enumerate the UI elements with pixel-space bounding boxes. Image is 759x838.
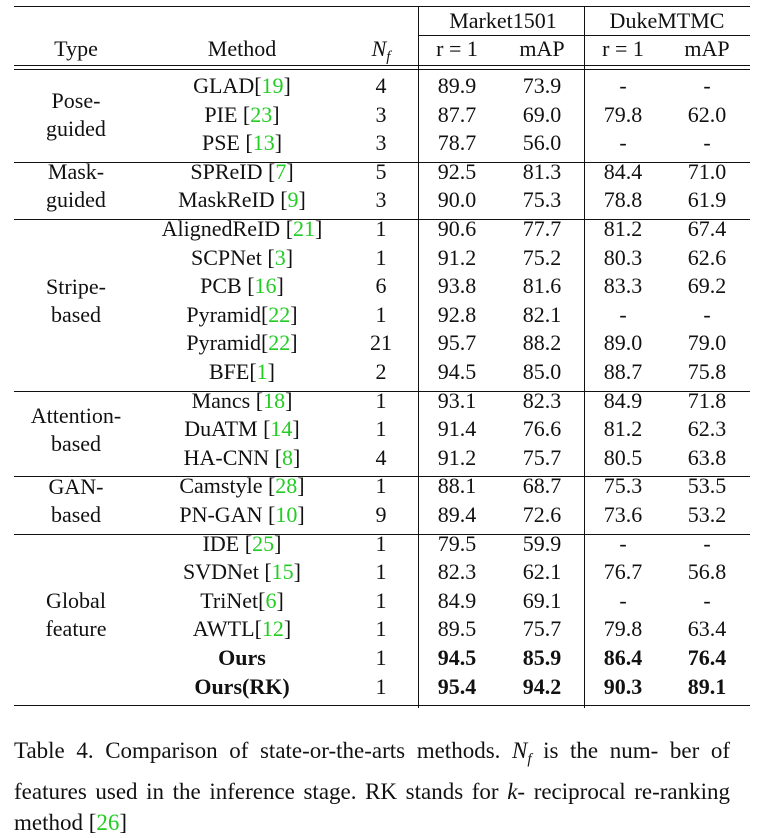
value-cell-m-r1: 87.7 — [437, 101, 477, 127]
value-cell-m-map: 59.9 — [522, 530, 562, 556]
value-cell-d-r1: 83.3 — [603, 273, 643, 299]
group-type-label: Stripe- — [46, 273, 106, 299]
method-cell: Mancs [18] — [191, 387, 293, 413]
value-cell-d-r1: 80.3 — [603, 244, 643, 270]
value-cell-m-map: 77.7 — [522, 216, 562, 241]
group-type-label: Mask- — [47, 159, 105, 185]
value-cell-d-map: - — [703, 301, 711, 327]
value-cell-nf: 1 — [375, 616, 387, 642]
method-cell: MaskReID [9] — [178, 187, 306, 213]
value-cell-m-map: 85.9 — [522, 645, 562, 670]
value-cell-nf: 1 — [375, 587, 387, 613]
value-cell-m-map: 81.3 — [522, 158, 562, 184]
value-cell-m-r1: 91.2 — [437, 444, 477, 470]
header-dukemtmc: DukeMTMC — [609, 8, 725, 33]
value-cell-m-map: 82.3 — [522, 387, 562, 413]
value-cell-m-r1: 89.9 — [437, 73, 477, 98]
method-name: IDE — [202, 530, 240, 556]
citation-link[interactable]: 14 — [270, 416, 293, 442]
value-cell-nf: 5 — [375, 158, 387, 184]
value-cell-d-map: 56.8 — [687, 559, 727, 585]
table-caption: Table 4. Comparison of state-or-the-arts methods. $N_f$ is the num- ber of features used in the inference stage. RK stands for k- reciprocal re-ranking method [26] — [14, 738, 731, 835]
group-type-label: GAN- — [48, 474, 104, 499]
header-market-r1: r = 1 — [436, 36, 478, 61]
header-market1501: Market1501 — [449, 8, 557, 33]
method-cell: PN-GAN [10] — [179, 502, 305, 527]
value-cell-d-map: 63.8 — [687, 444, 727, 470]
method-name: PIE — [204, 101, 238, 127]
group-type-label: based — [50, 502, 102, 527]
method-cell: PSE [13] — [201, 130, 283, 156]
group-type-label: guided — [46, 115, 106, 141]
method-name: HA-CNN — [183, 444, 270, 470]
value-cell-m-r1: 84.9 — [437, 587, 477, 613]
value-cell-nf: 1 — [375, 473, 387, 499]
citation-link[interactable]: 8 — [282, 444, 294, 470]
value-cell-nf: 1 — [375, 301, 387, 327]
citation-link[interactable]: 28 — [275, 473, 298, 499]
citation-link[interactable]: 18 — [263, 387, 286, 413]
value-cell-m-r1: 89.5 — [437, 616, 477, 642]
citation-link[interactable]: 1 — [256, 359, 268, 384]
value-cell-d-map: 89.1 — [687, 673, 727, 699]
value-cell-d-r1: 80.5 — [603, 444, 643, 470]
value-cell-d-r1: 79.8 — [603, 101, 643, 127]
citation-link[interactable]: 9 — [287, 187, 299, 213]
method-cell: HA-CNN [8] — [183, 444, 301, 470]
method-name: Pyramid — [186, 330, 261, 356]
method-name: SVDNet — [183, 559, 259, 585]
value-cell-m-map: 73.9 — [522, 73, 562, 98]
value-cell-m-map: 81.6 — [522, 273, 562, 299]
value-cell-d-map: 75.8 — [687, 359, 727, 384]
header-method: Method — [207, 36, 277, 61]
method-name: Mancs — [191, 387, 251, 413]
value-cell-m-r1: 92.8 — [437, 301, 477, 327]
citation-link[interactable]: 3 — [274, 244, 286, 270]
method-cell — [194, 674, 289, 700]
value-cell-d-map: 67.4 — [687, 216, 727, 241]
value-cell-m-map: 69.0 — [522, 101, 562, 127]
citation-link[interactable]: 6 — [265, 587, 277, 613]
citation-link[interactable]: 13 — [252, 130, 275, 156]
method-cell: SPReID [7] — [190, 158, 294, 184]
group-type-label: based — [50, 301, 102, 327]
method-cell: Pyramid[22] — [186, 330, 298, 356]
header-market-map: mAP — [519, 36, 565, 61]
value-cell-nf: 1 — [375, 416, 387, 442]
value-cell-m-map: 94.2 — [522, 673, 562, 699]
value-cell-m-map: 72.6 — [522, 502, 562, 527]
value-cell-m-r1: 89.4 — [437, 502, 477, 527]
method-cell: IDE [25] — [202, 530, 282, 556]
header-rule-1 — [14, 65, 750, 66]
header-type: Type — [54, 36, 98, 61]
group-type-label: based — [50, 430, 102, 456]
method-name: Pyramid — [186, 301, 261, 327]
citation-link[interactable]: 16 — [254, 273, 277, 299]
value-cell-d-r1: - — [619, 301, 627, 327]
header-rule-2 — [14, 69, 750, 70]
value-cell-d-r1: 73.6 — [603, 502, 643, 527]
citation-link[interactable]: 7 — [275, 158, 287, 184]
value-cell-nf: 1 — [375, 244, 387, 270]
method-name: Camstyle — [179, 473, 263, 499]
value-cell-m-r1: 94.5 — [437, 359, 477, 384]
value-cell-m-r1: 90.6 — [437, 216, 477, 241]
header-nf: $N_f$ — [371, 36, 391, 65]
caption-citation-link[interactable]: 26 — [96, 809, 120, 835]
value-cell-nf: 1 — [375, 559, 387, 585]
value-cell-m-r1: 93.8 — [437, 273, 477, 299]
method-cell: AlignedReID [21] — [161, 216, 323, 241]
value-cell-nf: 3 — [375, 101, 387, 127]
value-cell-d-r1: - — [619, 130, 627, 156]
value-cell-nf: 1 — [375, 387, 387, 413]
value-cell-d-r1: 76.7 — [603, 559, 643, 585]
group-type-label: Global — [46, 588, 106, 614]
value-cell-d-map: - — [703, 130, 711, 156]
value-cell-d-map: - — [703, 73, 711, 98]
value-cell-d-map: 53.5 — [687, 473, 727, 499]
value-cell-m-map: 88.2 — [522, 330, 562, 356]
value-cell-d-map: 79.0 — [687, 330, 727, 356]
top-rule — [14, 6, 750, 7]
value-cell-d-map: 71.0 — [687, 158, 727, 184]
value-cell-d-r1: - — [619, 587, 627, 613]
value-cell-d-map: 53.2 — [687, 502, 727, 527]
citation-link[interactable]: 21 — [293, 216, 316, 241]
value-cell-m-map: 75.3 — [522, 187, 562, 213]
method-cell: SCPNet [3] — [190, 244, 294, 270]
citation-link[interactable]: 22 — [268, 330, 291, 356]
value-cell-d-map: - — [703, 587, 711, 613]
citation-link[interactable]: 10 — [275, 502, 298, 527]
method-cell: PCB [16] — [200, 273, 284, 299]
value-cell-nf: 4 — [375, 444, 387, 470]
value-cell-nf: 21 — [370, 330, 392, 356]
method-name: PSE — [201, 130, 240, 156]
value-cell-m-r1: 92.5 — [437, 158, 477, 184]
value-cell-d-r1: 84.9 — [603, 387, 643, 413]
method-cell: Camstyle [28] — [179, 473, 305, 499]
method-cell: TriNet[6] — [200, 587, 284, 613]
value-cell-nf: 1 — [375, 645, 387, 670]
value-cell-m-map: 76.6 — [522, 416, 562, 442]
value-cell-d-map: 63.4 — [687, 616, 727, 642]
method-name: AWTL — [192, 616, 255, 642]
value-cell-nf: 1 — [375, 216, 387, 241]
value-cell-m-r1: 94.5 — [437, 645, 477, 670]
value-cell-nf: 1 — [375, 530, 387, 556]
caption-nf-symbol: $N_f$ — [511, 738, 532, 768]
header-duke-r1: r = 1 — [602, 36, 644, 61]
value-cell-nf: 2 — [375, 359, 387, 384]
citation-link[interactable]: 22 — [268, 301, 291, 327]
value-cell-d-map: 71.8 — [687, 387, 727, 413]
method-cell: AWTL[12] — [192, 616, 292, 642]
method-cell: DuATM [14] — [184, 416, 300, 442]
method-name: Ours — [218, 645, 266, 670]
value-cell-d-r1: 86.4 — [603, 645, 643, 670]
group-type-label: Pose- — [51, 87, 101, 113]
method-name: SPReID — [190, 158, 263, 184]
group-type-label: guided — [46, 187, 106, 213]
citation-link[interactable]: 23 — [250, 101, 273, 127]
method-name: DuATM — [184, 416, 258, 442]
method-cell: BFE[1] — [208, 359, 276, 384]
citation-link[interactable]: 15 — [271, 559, 294, 585]
value-cell-m-r1: 82.3 — [437, 559, 477, 585]
citation-link[interactable]: 25 — [252, 530, 275, 556]
value-cell-d-r1: 81.2 — [603, 416, 643, 442]
method-name: GLAD — [193, 73, 255, 98]
vertical-rule-duke — [584, 6, 585, 708]
value-cell-d-r1: 88.7 — [603, 359, 643, 384]
value-cell-m-map: 85.0 — [522, 359, 562, 384]
value-cell-m-map: 69.1 — [522, 587, 562, 613]
value-cell-m-map: 62.1 — [522, 559, 562, 585]
value-cell-d-r1: 89.0 — [603, 330, 643, 356]
value-cell-d-map: 69.2 — [687, 273, 727, 299]
header-duke-map: mAP — [684, 36, 730, 61]
value-cell-m-r1: 90.0 — [437, 187, 477, 213]
vertical-rule-market — [418, 6, 419, 708]
method-name: MaskReID — [178, 187, 275, 213]
value-cell-d-r1: - — [619, 73, 627, 98]
value-cell-d-r1: 90.3 — [603, 673, 643, 699]
method-cell — [218, 645, 266, 671]
method-cell: PIE [23] — [204, 101, 280, 127]
value-cell-m-map: 82.1 — [522, 301, 562, 327]
value-cell-d-map: 62.3 — [687, 416, 727, 442]
value-cell-m-r1: 78.7 — [437, 130, 477, 156]
value-cell-m-r1: 93.1 — [437, 387, 477, 413]
value-cell-nf: 6 — [375, 273, 387, 299]
value-cell-d-map: 62.0 — [687, 101, 727, 127]
value-cell-nf: 9 — [375, 502, 387, 527]
value-cell-m-map: 68.7 — [522, 473, 562, 499]
method-name: Ours(RK) — [194, 673, 290, 699]
value-cell-nf: 3 — [375, 130, 387, 156]
group-separator-rule — [14, 705, 750, 706]
value-cell-d-r1: 75.3 — [603, 473, 643, 499]
value-cell-m-r1: 91.4 — [437, 416, 477, 442]
value-cell-m-r1: 95.4 — [437, 673, 477, 699]
value-cell-nf: 3 — [375, 187, 387, 213]
value-cell-m-r1: 91.2 — [437, 244, 477, 270]
value-cell-d-r1: 79.8 — [603, 616, 643, 642]
method-cell: Pyramid[22] — [186, 301, 298, 327]
value-cell-d-r1: 84.4 — [603, 158, 643, 184]
method-name: AlignedReID — [161, 216, 281, 241]
method-name: TriNet — [200, 587, 259, 613]
value-cell-m-map: 75.2 — [522, 244, 562, 270]
value-cell-d-map: 62.6 — [687, 244, 727, 270]
value-cell-m-map: 56.0 — [522, 130, 562, 156]
method-name: BFE — [208, 359, 250, 384]
value-cell-d-r1: 78.8 — [603, 187, 643, 213]
value-cell-m-r1: 88.1 — [437, 473, 477, 499]
method-name: SCPNet — [190, 244, 262, 270]
method-cell: SVDNet [15] — [183, 559, 301, 585]
value-cell-d-r1: - — [619, 530, 627, 556]
group-type-label: Attention- — [30, 402, 122, 428]
value-cell-m-r1: 79.5 — [437, 530, 477, 556]
value-cell-d-map: 76.4 — [687, 645, 727, 670]
method-name: PCB — [200, 273, 242, 299]
value-cell-d-r1: 81.2 — [603, 216, 643, 241]
value-cell-m-map: 75.7 — [522, 616, 562, 642]
method-name: PN-GAN — [179, 502, 263, 527]
value-cell-m-map: 75.7 — [522, 444, 562, 470]
value-cell-nf: 4 — [375, 73, 387, 98]
value-cell-nf: 1 — [375, 673, 387, 699]
value-cell-d-map: 61.9 — [687, 187, 727, 213]
method-cell: GLAD[19] — [193, 73, 291, 98]
value-cell-m-r1: 95.7 — [437, 330, 477, 356]
citation-link[interactable]: 12 — [261, 616, 284, 642]
group-type-label: feature — [45, 616, 107, 642]
citation-link[interactable]: 19 — [261, 73, 284, 98]
value-cell-d-map: - — [703, 530, 711, 556]
